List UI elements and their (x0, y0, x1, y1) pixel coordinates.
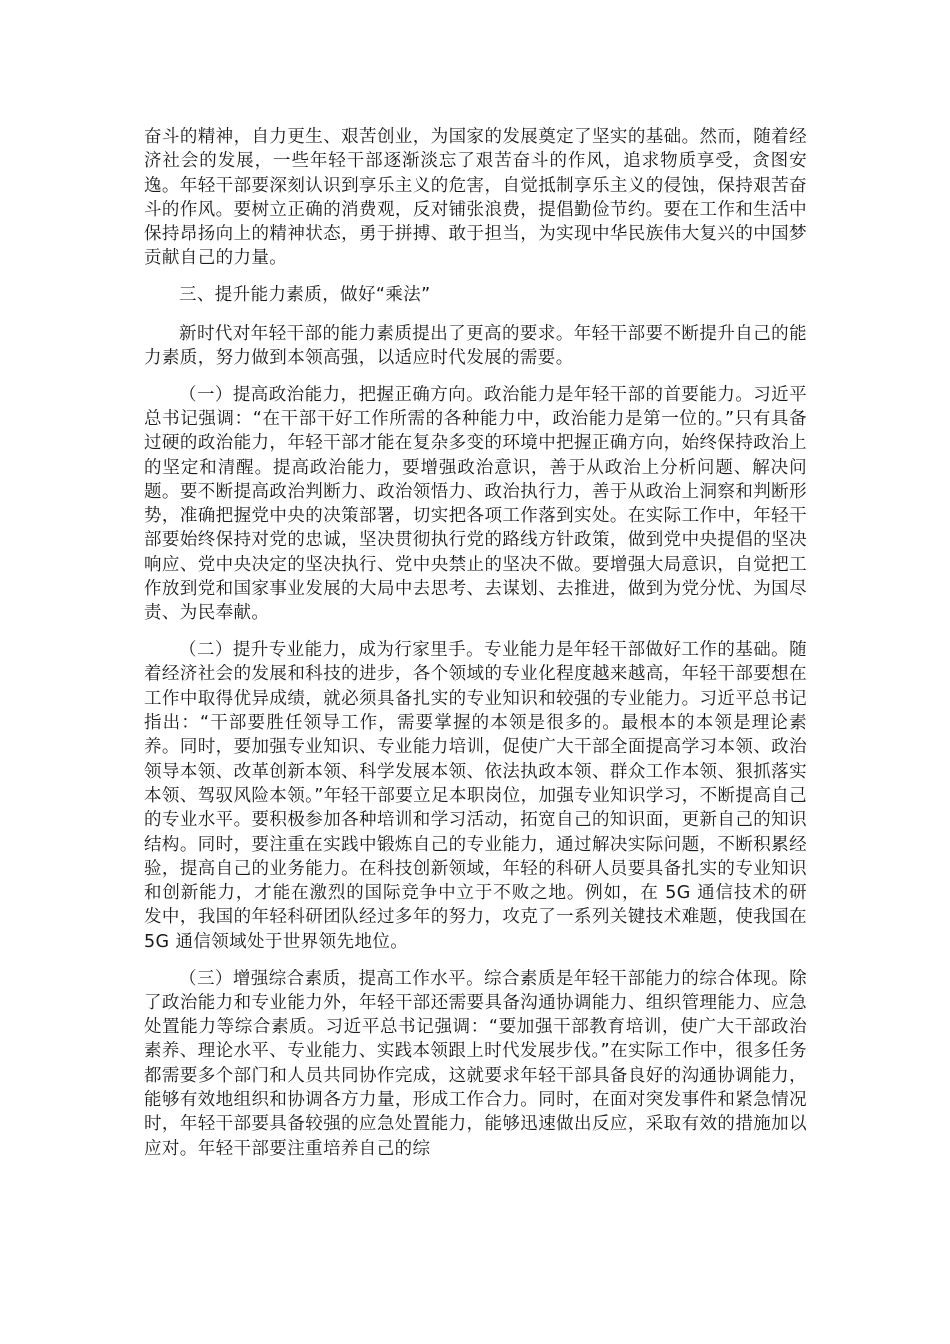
section-heading: 三、提升能力素质，做好“乘法” (179, 285, 431, 306)
paragraph-continuation: 奋斗的精神，自力更生、艰苦创业，为国家的发展奠定了坚实的基础。然而，随着经济社会的发展，一些年轻干部逐渐淡忘了艰苦奋斗的作风，追求物质享受，贪图安逸。年轻干部要深刻认识到享乐主义的危害，自觉抵制享乐主义的侵蚀，保持艰苦奋斗的作风。要树立正确的消费观，反对铺张浪费，提倡勤俭节约。要在工作和生活中保持昂扬向上的精神状态，勇于拼搏、敢于担当，为实现中华民族伟大复兴的中国梦贡献自己的力量。 (144, 127, 807, 269)
paragraph-political-ability: （一）提高政治能力，把握正确方向。政治能力是年轻干部的首要能力。习近平总书记强调：“在干部干好工作所需的各种能力中，政治能力是第一位的。”只有具备过硬的政治能力，年轻干部才能在复杂多变的环境中把握正确方向，始终保持政治上的坚定和清醒。提高政治能力，要增强政治意识，善于从政治上分析问题、解决问题。要不断提高政治判断力、政治领悟力、政治执行力，善于从政治上洞察和判断形势，准确把握党中央的决策部署，切实把各项工作落到实处。在实际工作中，年轻干部要始终保持对党的忠诚，坚决贯彻执行党的路线方针政策，做到党中央提倡的坚决响应、党中央决定的坚决执行、党中央禁止的坚决不做。要增强大局意识，自觉把工作放到党和国家事业发展的大局中去思考、去谋划、去推进，做到为党分忧、为国尽责、为民奉献。 (144, 384, 807, 624)
paragraph-professional-ability: （二）提升专业能力，成为行家里手。专业能力是年轻干部做好工作的基础。随着经济社会的发展和科技的进步，各个领域的专业化程度越来越高，年轻干部要想在工作中取得优异成绩，就必须具备扎实的专业知识和较强的专业能力。习近平总书记指出：“干部要胜任领导工作，需要掌握的本领是很多的。最根本的本领是理论素养。同时，要加强专业知识、专业能力培训，促使广大干部全面提高学习本领、政治领导本领、改革创新本领、科学发展本领、依法执政本领、群众工作本领、狠抓落实本领、驾驭风险本领。”年轻干部要立足本职岗位，加强专业知识学习，不断提高自己的专业水平。要积极参加各种培训和学习活动，拓宽自己的知识面，更新自己的知识结构。同时，要注重在实践中锻炼自己的专业能力，通过解决实际问题，不断积累经验，提高自己的业务能力。在科技创新领域，年轻的科研人员要具备扎实的专业知识和创新能力，才能在激烈的国际竞争中立于不败之地。例如，在 5G 通信技术的研发中，我国的年轻科研团队经过多年的努力，攻克了一系列关键技术难题，使我国在 5G 通信领域处于世界领先地位。 (144, 640, 808, 952)
paragraph-intro: 新时代对年轻干部的能力素质提出了更高的要求。年轻干部要不断提升自己的能力素质，努力做到本领高强，以适应时代发展的需要。 (144, 323, 807, 368)
document-page (144, 125, 807, 1173)
paragraph-comprehensive-quality: （三）增强综合素质，提高工作水平。综合素质是年轻干部能力的综合体现。除了政治能力和专业能力外，年轻干部还需要具备沟通协调能力、组织管理能力、应急处置能力等综合素质。习近平总书记强调：“要加强干部教育培训，使广大干部政治素养、理论水平、专业能力、实践本领跟上时代发展步伐。”在实际工作中，很多任务都需要多个部门和人员共同协作完成，这就要求年轻干部具备良好的沟通协调能力，能够有效地组织和协调各方力量，形成工作合力。同时，在面对突发事件和紧急情况时，年轻干部要具备较强的应急处置能力，能够迅速做出反应，采取有效的措施加以应对。年轻干部要注重培养自己的综 (144, 968, 808, 1159)
